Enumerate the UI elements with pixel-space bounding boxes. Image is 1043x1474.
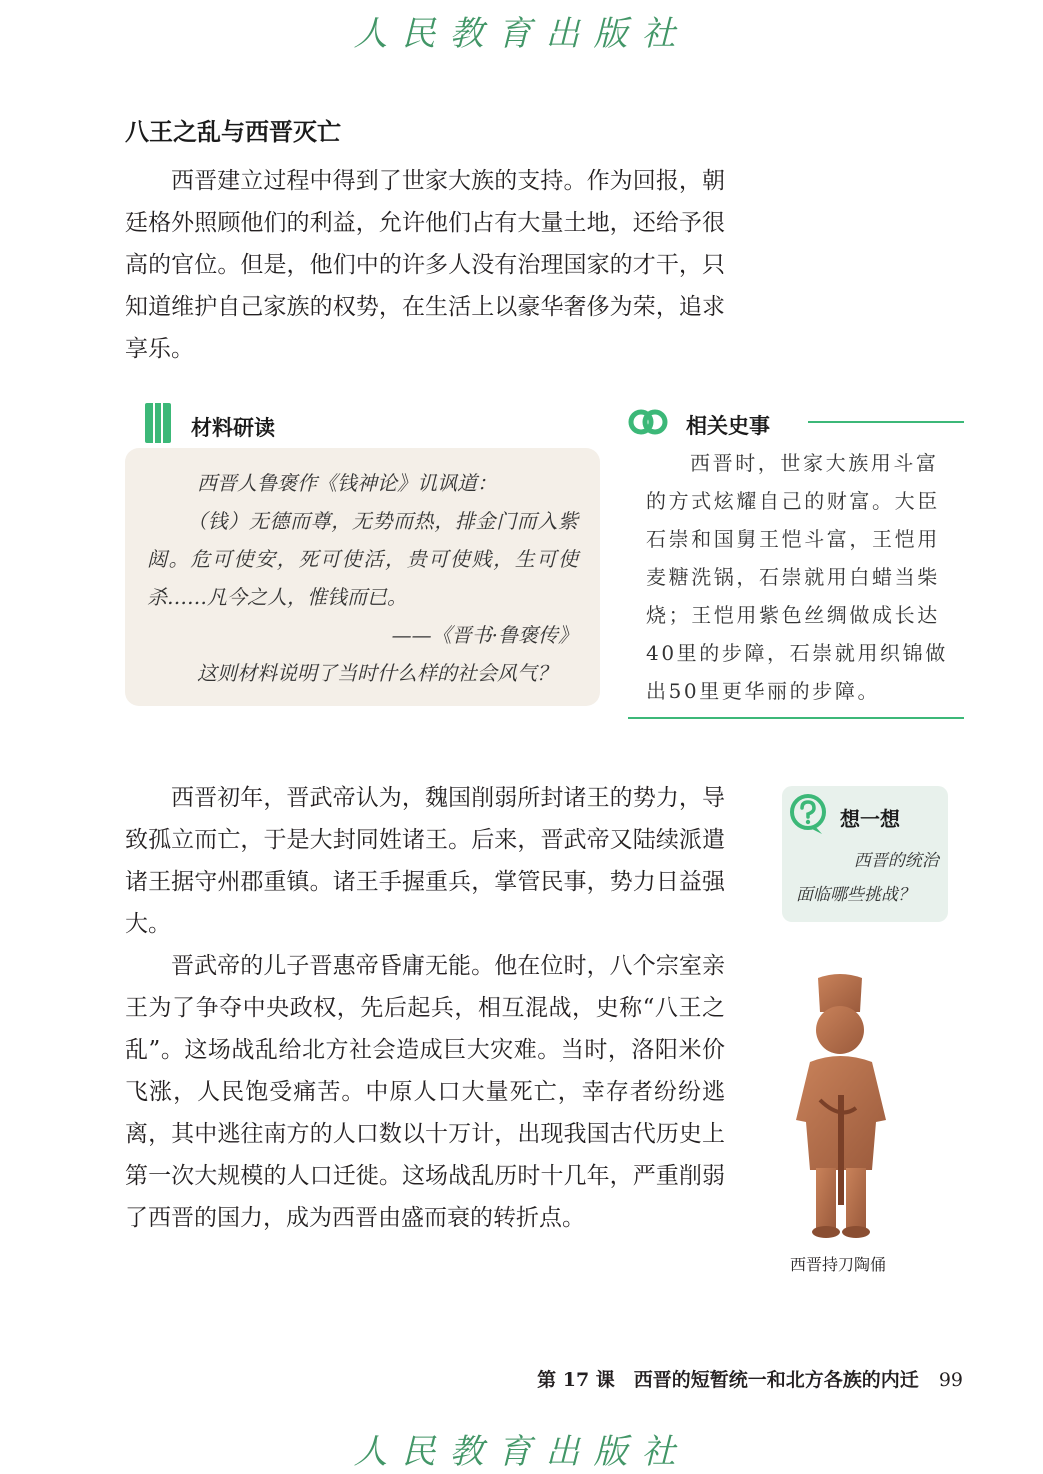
think-title: 想一想	[840, 807, 900, 831]
body-paragraphs-2	[125, 777, 725, 1239]
page-number: 99	[938, 1369, 963, 1391]
bottom-rule	[628, 717, 964, 719]
title-rule	[808, 421, 964, 423]
paragraph-text: 西晋初年，晋武帝认为，魏国削弱所封诸王的势力，导致孤立而亡，于是大封同姓诸王。后来，晋武帝又陆续派遣诸王据守州郡重镇。诸王手握重兵，掌管民事，势力日益强大。	[125, 785, 725, 937]
publisher-watermark-bottom: 人民教育出版社	[353, 1432, 690, 1472]
publisher-watermark-top: 人民教育出版社	[353, 14, 690, 54]
think-question	[796, 844, 946, 912]
material-source: ——《晋书·鲁褒传》	[391, 623, 578, 647]
think-box	[782, 786, 948, 922]
related-line: 石崇和国舅王恺斗富，王恺用	[646, 527, 940, 551]
related-line: 40里的步障，石崇就用织锦做	[646, 641, 948, 665]
material-box	[125, 448, 600, 706]
lesson-title: 第 17 课 西晋的短暂统一和北方各族的内迁	[537, 1369, 919, 1391]
related-title: 相关史事	[686, 414, 770, 438]
material-intro: 西晋人鲁褒作《钱神论》讥讽道：	[197, 471, 497, 495]
book-icon	[145, 403, 171, 443]
material-question: 这则材料说明了当时什么样的社会风气？	[197, 661, 557, 685]
paragraph-text: 西晋建立过程中得到了世家大族的支持。作为回报，朝廷格外照顾他们的利益，允许他们占有大量土地，还给予很高的官位。但是，他们中的许多人没有治理国家的才干，只知道维护自己家族的权势，在生活上以豪华奢侈为荣，追求享乐。	[125, 168, 725, 362]
related-line: 烧；王恺用紫色丝绸做成长达	[646, 603, 940, 627]
related-line: 西晋时，世家大族用斗富	[690, 451, 939, 475]
section-title: 八王之乱与西晋灭亡	[125, 118, 341, 146]
think-line: 面临哪些挑战？	[796, 885, 915, 905]
related-text	[646, 444, 964, 710]
related-line: 麦糖洗锅，石崇就用白蜡当柴	[646, 565, 940, 589]
material-quote: （钱）无德而尊，无势而热，排金门而入紫闼。危可使安，死可使活，贵可使贱，生可使杀……凡今之人，惟钱而已。	[147, 509, 578, 609]
chain-link-icon	[628, 404, 668, 440]
related-line: 的方式炫耀自己的财富。大臣	[646, 489, 940, 513]
page-footer	[537, 1365, 963, 1392]
figure-caption: 西晋持刀陶俑	[790, 1255, 887, 1274]
question-bubble-icon	[788, 794, 828, 836]
body-paragraph-1	[125, 160, 725, 370]
paragraph-text: 晋武帝的儿子晋惠帝昏庸无能。他在位时，八个宗室亲王为了争夺中央政权，先后起兵，相互混战，史称“八王之乱”。这场战乱给北方社会造成巨大灾难。当时，洛阳米价飞涨，人民饱受痛苦。中原人口大量死亡，幸存者纷纷逃离，其中逃往南方的人口数以十万计，出现我国古代历史上第一次大规模的人口迁徙。这场战乱历时十几年，严重削弱了西晋的国力，成为西晋由盛而衰的转折点。	[125, 953, 725, 1231]
think-line: 西晋的统治	[853, 851, 939, 871]
related-line: 出50里更华丽的步障。	[646, 679, 881, 703]
pottery-figurine-image	[780, 970, 910, 1242]
material-title: 材料研读	[191, 416, 275, 440]
